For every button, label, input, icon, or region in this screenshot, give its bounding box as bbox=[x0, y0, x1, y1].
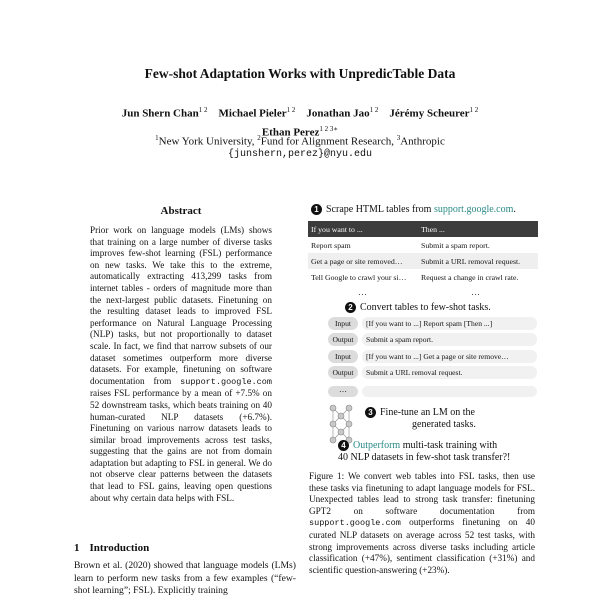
step-number-badge: 2 bbox=[345, 302, 356, 313]
paper-title: Few-shot Adaptation Works with UnpredicTable Data bbox=[144, 66, 456, 81]
table-cell: Get a page or site removed… bbox=[308, 253, 418, 269]
step-number-badge: 3 bbox=[365, 407, 376, 418]
input-text: [If you want to ...] Get a page or site remove… bbox=[362, 350, 537, 363]
author-affil-sup: 1 2 bbox=[369, 106, 379, 114]
table-row bbox=[308, 269, 538, 285]
caption-domain: support.google.com bbox=[309, 518, 401, 529]
table-cell: Submit a spam report. bbox=[421, 240, 490, 250]
source-link[interactable]: support.google.com bbox=[433, 204, 514, 215]
affiliation: New York University, bbox=[158, 135, 258, 148]
step-text: 40 NLP datasets in few-shot task transfer?! bbox=[338, 452, 511, 463]
author-name: Jonathan Jao bbox=[306, 107, 370, 120]
step-4 bbox=[338, 440, 538, 464]
io-row bbox=[328, 350, 538, 364]
table-cell: Submit a URL removal request. bbox=[418, 253, 538, 269]
affil-sup: 3 bbox=[396, 134, 401, 142]
table-cell: Request a change in crawl rate. bbox=[421, 272, 519, 282]
caption-text: Figure 1: We convert web tables into FSL tasks, then use these tasks via finetuning to adapt language models for FSL. Unexpected tables lead to strong task transfer: finetuning GPT2 on software documentation from bbox=[309, 471, 535, 516]
scraped-table bbox=[308, 221, 538, 285]
author-name: Ethan Perez bbox=[261, 126, 320, 139]
author-name: Jun Shern Chan bbox=[121, 107, 199, 120]
output-tag: Output bbox=[328, 366, 358, 379]
affil-sup: 1 bbox=[155, 134, 159, 142]
step-number-badge: 4 bbox=[338, 440, 349, 451]
author-email: {junshern,perez}@nyu.edu bbox=[227, 149, 373, 160]
step-text: Fine-tune an LM on the bbox=[380, 407, 475, 418]
table-row bbox=[308, 237, 538, 253]
table-cell: Tell Google to crawl your si… bbox=[311, 272, 407, 282]
output-text: Submit a spam report. bbox=[362, 333, 537, 346]
author-affil-sup: 1 2 bbox=[286, 106, 296, 114]
io-row bbox=[328, 333, 538, 347]
author-affil-sup: 1 2 bbox=[469, 106, 479, 114]
affil-sup: 2 bbox=[257, 134, 261, 142]
caption-text: outperforms finetuning on 40 curated NLP datasets on average across 52 test tasks, with strong improvements across diverse tasks including article classification (+47%), sentiment classification (+31%) and scientific question-answering (+23%). bbox=[309, 517, 535, 575]
table-ellipsis: … bbox=[471, 287, 481, 297]
author-affil-sup: 1 2 bbox=[198, 106, 208, 114]
more-examples-pill: … bbox=[328, 386, 358, 397]
io-row bbox=[328, 317, 538, 331]
input-text: [If you want to ...] Report spam [Then ...] bbox=[362, 317, 537, 330]
section-heading bbox=[74, 542, 294, 554]
step-text: generated tasks. bbox=[412, 419, 476, 430]
author-name: Jérémy Scheurer bbox=[389, 107, 470, 120]
figure-1 bbox=[308, 203, 538, 465]
author-name: Michael Pieler bbox=[218, 107, 287, 120]
step-text: Scrape HTML tables from bbox=[326, 204, 434, 215]
step-2 bbox=[345, 302, 491, 314]
abstract-heading: Abstract bbox=[160, 205, 202, 217]
affiliations bbox=[60, 134, 540, 148]
figure-caption bbox=[309, 471, 535, 576]
table-row bbox=[308, 253, 538, 269]
abstract-domain: support.google.com bbox=[180, 376, 272, 387]
table-header: Then ... bbox=[418, 221, 538, 237]
step-highlight: Outperform bbox=[353, 440, 401, 451]
table-header: If you want to ... bbox=[308, 221, 418, 237]
more-examples-bar bbox=[362, 386, 537, 397]
input-tag: Input bbox=[328, 317, 358, 330]
affiliation: Anthropic bbox=[400, 135, 445, 148]
io-row bbox=[328, 366, 538, 380]
output-text: Submit a URL removal request. bbox=[362, 366, 537, 379]
step-number-badge: 1 bbox=[311, 204, 322, 215]
section-title: Introduction bbox=[89, 542, 150, 554]
author-affil-sup: 1 2 3∗ bbox=[319, 124, 339, 133]
abstract-text: raises FSL performance by a mean of +7.5% on 52 downstream tasks, which beats training on 40 human-curated NLP datasets (+6.7%). Finetuning on various narrow datasets leads to similar broad improvements across test tasks, suggesting that the gains are not from domain adaptation but adapting to FSL in general. We do not observe clear patterns between the datasets that lead to FSL gains, leaving open questions about why certain data helps with FSL. bbox=[90, 388, 272, 503]
step-text: . bbox=[513, 204, 516, 215]
step-text: Convert tables to few-shot tasks. bbox=[360, 302, 491, 313]
abstract-body bbox=[90, 225, 272, 504]
step-1 bbox=[311, 204, 539, 216]
table-cell: Report spam bbox=[311, 240, 351, 250]
table-ellipsis: … bbox=[358, 287, 368, 297]
abstract-text: Prior work on language models (LMs) shows that training on a large number of diverse tasks improves few-shot learning (FSL) performance on new tasks. We take this to the extreme, automatically extracting 413,299 tasks from internet tables - orders of magnitude more than the next-largest public datasets. Finetuning on the resulting dataset leads to improved FSL performance on Natural Language Processing (NLP) tasks, but not proportionally to dataset scale. In fact, we find that narrow subsets of our dataset sometimes outperform more diverse datasets. For example, finetuning on software documentation from bbox=[90, 225, 272, 386]
input-tag: Input bbox=[328, 350, 358, 363]
step-3 bbox=[365, 407, 535, 431]
section-number: 1 bbox=[74, 542, 80, 554]
step-text: multi-task training with bbox=[400, 440, 498, 451]
output-tag: Output bbox=[328, 333, 358, 346]
intro-paragraph: Brown et al. (2020) showed that language models (LMs) learn to perform new tasks from a few examples (“few-shot learning”; FSL). Explicitly training bbox=[74, 560, 296, 597]
affiliation: Fund for Alignment Research, bbox=[260, 135, 397, 148]
